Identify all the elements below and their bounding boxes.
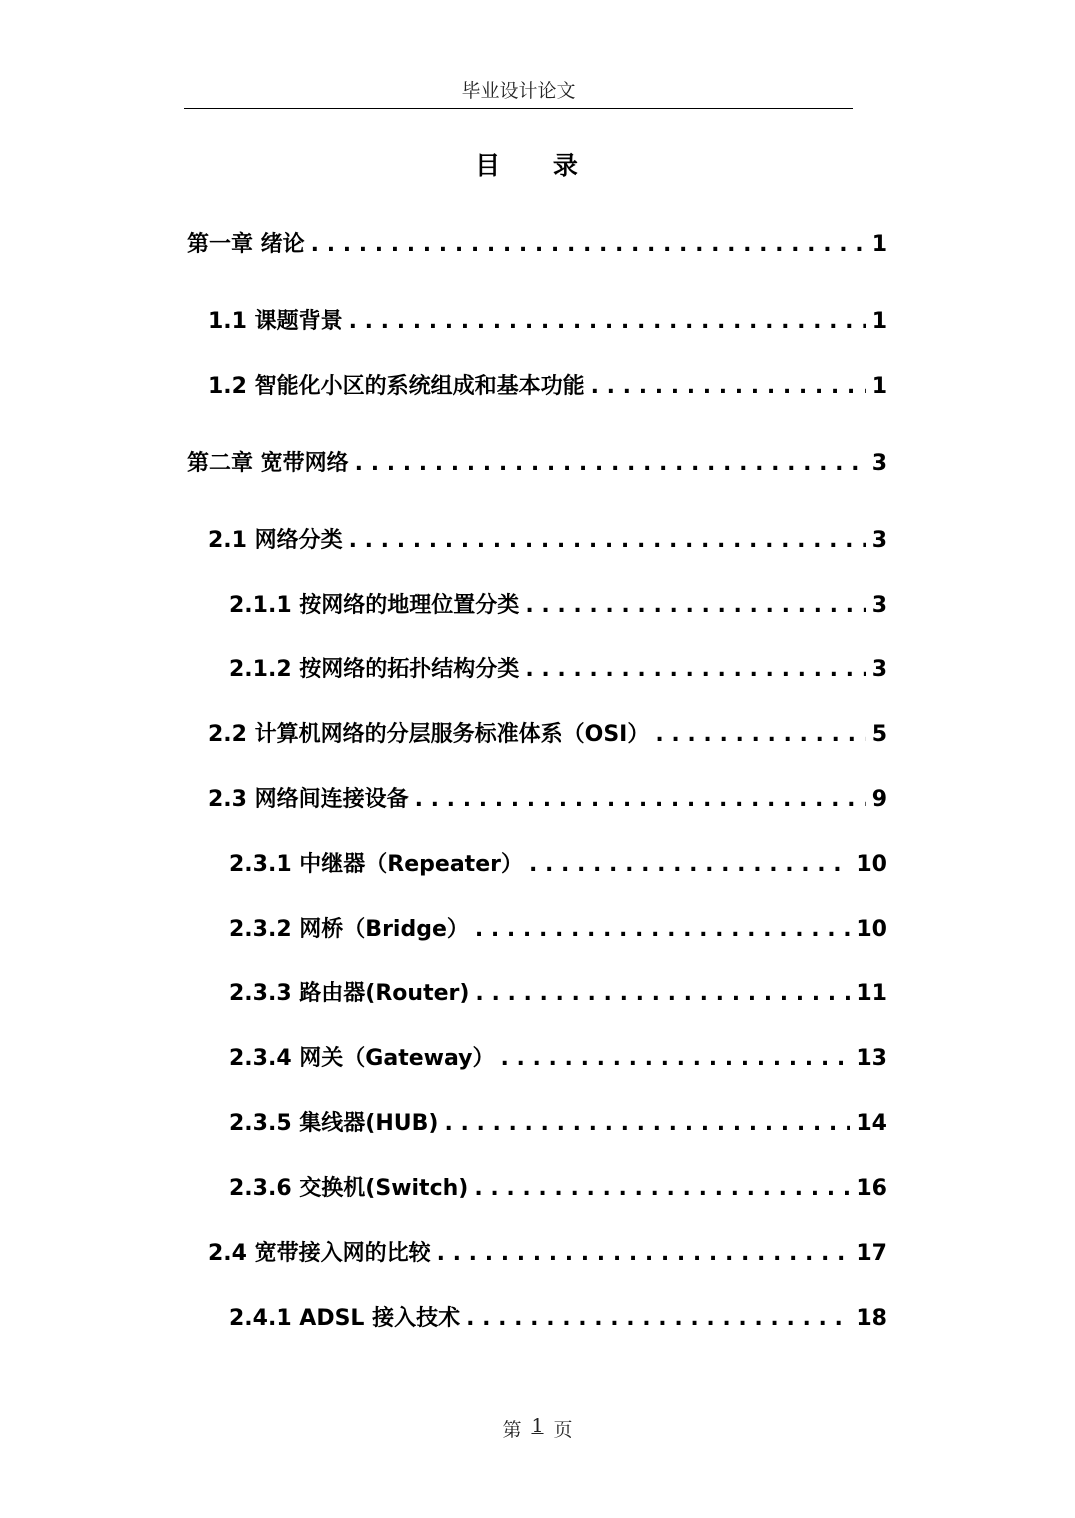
toc-entry-label: 2.3 网络间连接设备: [208, 787, 409, 812]
toc-entry-page: 1: [871, 232, 887, 257]
toc-entry-label: 2.3.2 网桥（Bridge）: [229, 917, 469, 942]
toc-leader-dots: [444, 1107, 850, 1141]
toc-entry-page: 13: [856, 1046, 887, 1071]
toc-leader-dots: [591, 370, 866, 404]
toc-entry-label: 1.1 课题背景: [208, 309, 343, 334]
toc-entry-label: 2.2 计算机网络的分层服务标准体系（OSI）: [208, 722, 650, 747]
toc-entry-page: 3: [871, 451, 887, 476]
footer-page-number: 1: [531, 1415, 544, 1437]
toc-entry-2-1-2[interactable]: [229, 653, 887, 687]
toc-leader-dots: [525, 589, 865, 623]
toc-entry-label: 2.4 宽带接入网的比较: [208, 1241, 431, 1266]
toc-leader-dots: [349, 524, 866, 558]
toc-entry-page: 3: [871, 593, 887, 618]
toc-entry-label: 2.3.1 中继器（Repeater）: [229, 852, 523, 877]
toc-entry-2-4-1[interactable]: [229, 1302, 887, 1336]
toc-entry-2-3-5[interactable]: [229, 1107, 887, 1141]
toc-entry-page: 16: [856, 1176, 887, 1201]
toc-entry-page: 14: [856, 1111, 887, 1136]
toc-leader-dots: [311, 228, 866, 262]
toc-entry-page: 18: [856, 1306, 887, 1331]
footer-suffix: 页: [553, 1419, 573, 1441]
toc-entry-page: 5: [871, 722, 887, 747]
toc-entry-2-3-3[interactable]: [229, 977, 887, 1011]
toc-entry-page: 9: [871, 787, 887, 812]
toc-entry-page: 1: [871, 309, 887, 334]
toc-entry-label: 第一章 绪论: [187, 232, 305, 257]
toc-entry-page: 3: [871, 657, 887, 682]
toc-entry-label: 2.3.5 集线器(HUB): [229, 1111, 439, 1136]
toc-entry-label: 2.1.1 按网络的地理位置分类: [229, 593, 520, 618]
toc-entry-2-1-1[interactable]: [229, 589, 887, 623]
toc-entry-page: 11: [856, 981, 887, 1006]
toc-entry-label: 1.2 智能化小区的系统组成和基本功能: [208, 374, 585, 399]
toc-entry-page: 3: [871, 528, 887, 553]
toc-entry-label: 2.4.1 ADSL 接入技术: [229, 1306, 461, 1331]
toc-entry-2-1[interactable]: [208, 524, 887, 558]
toc-entry-page: 10: [856, 917, 887, 942]
toc-leader-dots: [500, 1042, 850, 1076]
toc-leader-dots: [437, 1237, 851, 1271]
toc-title: 目 录: [475, 151, 600, 180]
toc-entry-1-1[interactable]: [208, 305, 887, 339]
toc-entry-2-3-1[interactable]: [229, 848, 887, 882]
toc-leader-dots: [355, 447, 866, 481]
toc-leader-dots: [466, 1302, 850, 1336]
toc-entry-1-2[interactable]: [208, 370, 887, 404]
toc-leader-dots: [525, 653, 865, 687]
toc-entry-label: 2.1 网络分类: [208, 528, 343, 553]
header-text: 毕业设计论文: [461, 80, 576, 102]
toc-leader-dots: [475, 977, 850, 1011]
toc-entry-2-2[interactable]: [208, 718, 887, 752]
toc-entry-2-3-6[interactable]: [229, 1172, 887, 1206]
toc-entry-page: 1: [871, 374, 887, 399]
toc-entry-page: 10: [856, 852, 887, 877]
page-footer: [0, 1415, 1075, 1445]
toc-leader-dots: [349, 305, 866, 339]
toc-leader-dots: [475, 913, 851, 947]
toc-leader-dots: [655, 718, 865, 752]
footer-prefix: 第: [502, 1419, 522, 1441]
toc-entry-label: 2.3.6 交换机(Switch): [229, 1176, 469, 1201]
toc-entry-2-3-4[interactable]: [229, 1042, 887, 1076]
toc-entry-chapter-2[interactable]: [187, 447, 887, 481]
toc-entry-2-3[interactable]: [208, 783, 887, 817]
toc-leader-dots: [415, 783, 866, 817]
toc-entry-2-4[interactable]: [208, 1237, 887, 1271]
toc-entry-chapter-1[interactable]: [187, 228, 887, 262]
toc-entry-label: 2.3.4 网关（Gateway）: [229, 1046, 495, 1071]
toc-leader-dots: [529, 848, 850, 882]
toc-entry-page: 17: [856, 1241, 887, 1266]
toc-entry-label: 2.1.2 按网络的拓扑结构分类: [229, 657, 520, 682]
toc-entry-label: 第二章 宽带网络: [187, 451, 349, 476]
toc-entry-2-3-2[interactable]: [229, 913, 887, 947]
toc-leader-dots: [474, 1172, 850, 1206]
toc-entry-label: 2.3.3 路由器(Router): [229, 981, 470, 1006]
